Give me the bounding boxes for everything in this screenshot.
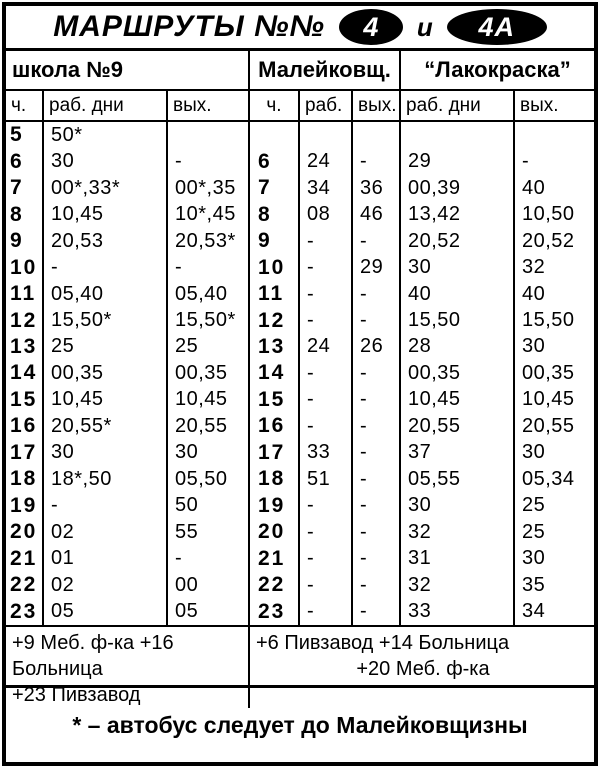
table-row <box>6 440 594 466</box>
poster-title: МАРШРУТЫ №№ <box>53 10 325 43</box>
time-cell: 02 <box>44 519 168 545</box>
hour-cell: 13 <box>6 334 44 360</box>
time-cell: 20,53 <box>44 228 168 254</box>
hour-cell: 22 <box>6 572 44 598</box>
table-row <box>6 122 594 148</box>
footnote-right-line2: +20 Меб. ф-ка <box>356 658 490 680</box>
time-cell: - <box>300 387 353 413</box>
time-cell: 18*,50 <box>44 466 168 492</box>
time-cell: 30 <box>44 148 168 174</box>
time-cell <box>515 122 594 148</box>
time-cell: - <box>168 148 250 174</box>
table-row <box>6 387 594 413</box>
time-cell: - <box>353 413 401 439</box>
time-cell: - <box>353 148 401 174</box>
timetable-rows <box>6 122 594 625</box>
col-workdays-mid: раб. <box>300 91 353 120</box>
time-cell: 33 <box>300 440 353 466</box>
time-cell: - <box>353 281 401 307</box>
station-school: школа №9 <box>6 51 250 89</box>
time-cell: - <box>353 387 401 413</box>
hour-cell: 8 <box>6 201 44 227</box>
time-cell: 15,50* <box>44 307 168 333</box>
time-cell: 00,35 <box>522 361 575 384</box>
time-cell: 10,45 <box>168 387 250 413</box>
time-cell: - <box>300 413 353 439</box>
time-cell: - <box>168 254 250 280</box>
time-cell: - <box>300 572 353 598</box>
time-cell: 37 <box>401 440 515 466</box>
hour-cell: 13 <box>250 334 300 360</box>
time-cell: 05,40 <box>168 281 250 307</box>
table-row <box>6 413 594 439</box>
time-cell <box>353 122 401 148</box>
time-cell: 20,55 <box>168 413 250 439</box>
table-row <box>6 148 594 174</box>
time-cell: - <box>353 546 401 572</box>
time-cell: 20,55 <box>522 414 575 437</box>
time-cell: 33 <box>401 598 515 624</box>
time-cell: - <box>168 546 250 572</box>
time-cell: - <box>353 466 401 492</box>
time-cell: 32 <box>522 256 546 279</box>
time-cell: 00*,33* <box>44 175 168 201</box>
time-cell: - <box>300 254 353 280</box>
footnote-left-line1: +9 Меб. ф-ка +16 Больница <box>12 632 174 680</box>
time-cell: 30 <box>401 254 515 280</box>
hour-cell: 8 <box>250 201 300 227</box>
time-cell: - <box>353 519 401 545</box>
time-cell: - <box>300 307 353 333</box>
hour-cell: 17 <box>250 440 300 466</box>
table-row <box>6 466 594 492</box>
time-cell: 25 <box>44 334 168 360</box>
table-row <box>6 360 594 386</box>
time-cell: 05 <box>168 598 250 624</box>
table-row <box>6 493 594 519</box>
time-cell: 25 <box>168 334 250 360</box>
time-cell <box>168 122 250 148</box>
hour-cell: 19 <box>6 493 44 519</box>
hour-cell: 16 <box>250 413 300 439</box>
time-cell: 30 <box>522 335 546 358</box>
time-cell: 30 <box>401 493 515 519</box>
hour-cell: 12 <box>6 307 44 333</box>
time-cell: - <box>353 228 401 254</box>
hour-cell: 5 <box>6 122 44 148</box>
time-cell: - <box>353 440 401 466</box>
hour-cell: 21 <box>250 546 300 572</box>
hour-cell: 16 <box>6 413 44 439</box>
hour-cell: 21 <box>6 546 44 572</box>
time-cell: 15,50 <box>401 307 515 333</box>
hour-cell: 23 <box>6 598 44 624</box>
time-cell: 31 <box>401 546 515 572</box>
time-cell: 20,52 <box>401 228 515 254</box>
station-header-row <box>6 51 594 91</box>
time-cell: - <box>300 228 353 254</box>
table-row <box>6 228 594 254</box>
time-cell: 34 <box>522 600 546 623</box>
time-cell: 05,34 <box>522 467 575 490</box>
time-cell: 46 <box>353 201 401 227</box>
col-weekend-right: вых. <box>520 94 559 116</box>
time-cell: 10,45 <box>522 388 575 411</box>
table-row <box>6 572 594 598</box>
time-cell: 20,55 <box>401 413 515 439</box>
time-cell: - <box>300 360 353 386</box>
hour-cell: 10 <box>6 254 44 280</box>
time-cell: 01 <box>44 546 168 572</box>
hour-cell: 10 <box>250 254 300 280</box>
time-cell: 51 <box>300 466 353 492</box>
time-cell: - <box>300 493 353 519</box>
time-cell: 32 <box>401 519 515 545</box>
time-cell: 10,45 <box>401 387 515 413</box>
hour-cell: 9 <box>250 228 300 254</box>
time-cell: 20,52 <box>522 229 575 252</box>
table-row <box>6 307 594 333</box>
time-cell: 29 <box>353 254 401 280</box>
col-weekend-left: вых. <box>168 91 250 120</box>
time-cell: 30 <box>168 440 250 466</box>
time-cell: 24 <box>300 334 353 360</box>
time-cell <box>401 122 515 148</box>
station-maleykovshch: Малейковщ. <box>250 51 401 89</box>
time-cell: - <box>44 493 168 519</box>
footnotes-row <box>6 625 594 706</box>
time-cell: 00,35 <box>168 360 250 386</box>
hour-cell: 14 <box>6 360 44 386</box>
time-cell: 00,35 <box>401 360 515 386</box>
time-cell: - <box>300 281 353 307</box>
hour-cell: 9 <box>6 228 44 254</box>
time-cell: 28 <box>401 334 515 360</box>
time-cell: 34 <box>300 175 353 201</box>
hour-cell: 17 <box>6 440 44 466</box>
time-cell: 26 <box>353 334 401 360</box>
table-row <box>6 254 594 280</box>
time-cell: - <box>300 519 353 545</box>
time-cell: 10*,45 <box>168 201 250 227</box>
time-cell: - <box>44 254 168 280</box>
time-cell: 00,35 <box>44 360 168 386</box>
time-cell: 15,50* <box>168 307 250 333</box>
table-row <box>6 281 594 307</box>
time-cell: 40 <box>522 282 546 305</box>
time-cell: 35 <box>522 573 546 596</box>
station-lakokraska: “Лакокраска” <box>424 57 571 82</box>
col-weekend-mid: вых. <box>353 91 401 120</box>
time-cell: 10,50 <box>522 203 575 226</box>
time-cell: - <box>300 598 353 624</box>
time-cell: 05,50 <box>168 466 250 492</box>
table-row <box>6 519 594 545</box>
time-cell <box>300 122 353 148</box>
time-cell: 36 <box>353 175 401 201</box>
asterisk-note: * – автобус следует до Малейковщизны <box>72 711 528 738</box>
time-cell: 30 <box>522 441 546 464</box>
time-cell: 10,45 <box>44 201 168 227</box>
time-cell: 50 <box>168 493 250 519</box>
column-header-row <box>6 91 594 122</box>
time-cell: 40 <box>522 176 546 199</box>
time-cell: 30 <box>44 440 168 466</box>
time-cell: - <box>353 360 401 386</box>
time-cell: 10,45 <box>44 387 168 413</box>
time-cell: 08 <box>300 201 353 227</box>
title-conjunction: и <box>416 11 433 42</box>
col-workdays-right: раб. дни <box>401 91 515 120</box>
time-cell: 20,55* <box>44 413 168 439</box>
table-row <box>6 175 594 201</box>
table-row <box>6 598 594 624</box>
time-cell: 50* <box>44 122 168 148</box>
time-cell: 13,42 <box>401 201 515 227</box>
time-cell: - <box>353 598 401 624</box>
hour-cell: 6 <box>250 148 300 174</box>
hour-cell: 6 <box>6 148 44 174</box>
time-cell: 30 <box>522 547 546 570</box>
hour-cell <box>250 122 300 148</box>
footnote-left-line2: +23 Пивзавод <box>12 684 141 706</box>
time-cell: 05 <box>44 598 168 624</box>
hour-cell: 18 <box>250 466 300 492</box>
time-cell: - <box>522 150 530 173</box>
table-row <box>6 201 594 227</box>
hour-cell: 12 <box>250 307 300 333</box>
hour-cell: 7 <box>6 175 44 201</box>
time-cell: - <box>300 546 353 572</box>
time-cell: 20,53* <box>168 228 250 254</box>
time-cell: - <box>353 493 401 519</box>
table-row <box>6 334 594 360</box>
hour-cell: 18 <box>6 466 44 492</box>
time-cell: 24 <box>300 148 353 174</box>
time-cell: 15,50 <box>522 309 575 332</box>
col-hour-left: ч. <box>6 91 44 120</box>
time-cell: - <box>353 572 401 598</box>
hour-cell: 20 <box>6 519 44 545</box>
footnote-right-line1: +6 Пивзавод +14 Больница <box>256 632 510 654</box>
route-4-badge: 4 <box>339 9 403 45</box>
time-cell: 40 <box>401 281 515 307</box>
col-workdays-left: раб. дни <box>44 91 168 120</box>
time-cell: 05,40 <box>44 281 168 307</box>
hour-cell: 20 <box>250 519 300 545</box>
time-cell: 05,55 <box>401 466 515 492</box>
time-cell: 29 <box>401 148 515 174</box>
route-4a-badge: 4А <box>447 9 547 45</box>
poster-frame <box>2 2 598 766</box>
time-cell: 55 <box>168 519 250 545</box>
time-cell: 02 <box>44 572 168 598</box>
hour-cell: 19 <box>250 493 300 519</box>
time-cell: 32 <box>401 572 515 598</box>
time-cell: 00 <box>168 572 250 598</box>
col-hour-right: ч. <box>250 91 300 120</box>
time-cell: - <box>353 307 401 333</box>
hour-cell: 11 <box>6 281 44 307</box>
hour-cell: 14 <box>250 360 300 386</box>
time-cell: 00,39 <box>401 175 515 201</box>
hour-cell: 22 <box>250 572 300 598</box>
hour-cell: 23 <box>250 598 300 624</box>
hour-cell: 15 <box>250 387 300 413</box>
hour-cell: 15 <box>6 387 44 413</box>
time-cell: 00*,35 <box>168 175 250 201</box>
time-cell: 25 <box>522 494 546 517</box>
time-cell: 25 <box>522 520 546 543</box>
table-row <box>6 546 594 572</box>
hour-cell: 7 <box>250 175 300 201</box>
hour-cell: 11 <box>250 281 300 307</box>
title-band <box>6 6 594 51</box>
